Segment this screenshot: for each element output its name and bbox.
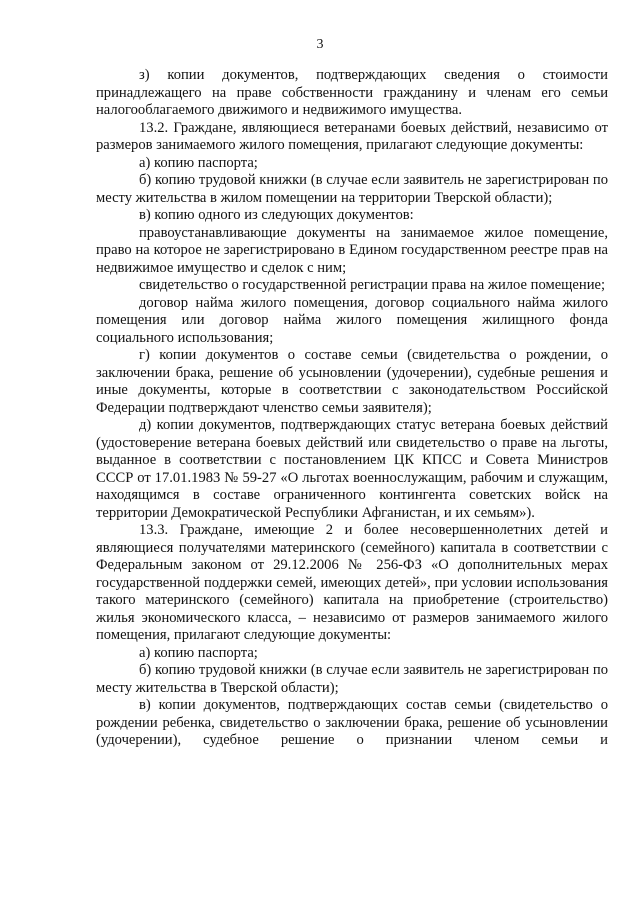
paragraph: г) копии документов о составе семьи (свидетельства о рождении, о заключении брака, решение об усыновлении (удочерении), судебные решения и иные документы, которые в соответствии с законодательством Российской Федерации подтверждают членство семьи заявителя); xyxy=(96,347,608,416)
paragraph: 13.3. Граждане, имеющие 2 и более несовершеннолетних детей и являющиеся получателями материнского (семейного) капитала в соответствии с Федеральным законом от 29.12.2006 № 256-ФЗ «О дополнительных мерах государственной поддержки семей, имеющих детей», при условии использования такого материнского (семейного) капитала на приобретение (строительство) жилья экономического класса, – независимо от размеров занимаемого жилого помещения, прилагают следующие документы: xyxy=(96,522,608,643)
paragraph: договор найма жилого помещения, договор социального найма жилого помещения или договор найма жилого помещения жилищного фонда социального использования; xyxy=(96,294,608,346)
paragraph: а) копию паспорта; xyxy=(139,644,258,661)
paragraph: а) копию паспорта; xyxy=(139,154,258,171)
paragraph: свидетельство о государственной регистрации права на жилое помещение; xyxy=(139,277,606,293)
page-number: 3 xyxy=(316,37,324,52)
paragraph: д) копии документов, подтверждающих статус ветерана боевых действий (удостоверение ветерана боевых действий или свидетельство о праве на льготы, выданное в соответствии с постановлением ЦК КПСС и Совета Министров СССР от 17.01.1983 № 59-27 «О льготах военнослужащим, рабочим и служащим, находящимся в составе ограниченного контингента советских войск на территории Демократической Республики Афганистан, и их семьям»). xyxy=(96,417,608,521)
paragraph: в) копии документов, подтверждающих состав семьи (свидетельство о рождении ребенка, свидетельство о заключении брака, решение об усыновлении (удочерении), судебное решение о признании членом семьи и xyxy=(96,697,608,748)
paragraph: в) копию одного из следующих документов: xyxy=(139,207,414,223)
paragraph: 13.2. Граждане, являющиеся ветеранами боевых действий, независимо от размеров занимаемого жилого помещения, прилагают следующие документы: xyxy=(96,119,608,153)
paragraph: з) копии документов, подтверждающих сведения о стоимости принадлежащего на праве собственности гражданину и членам его семьи налогооблагаемого движимого и недвижимого имущества. xyxy=(96,67,608,118)
paragraph: правоустанавливающие документы на занимаемое жилое помещение, право на которое не зарегистрировано в Едином государственном реестре прав на недвижимое имущество и сделок с ним; xyxy=(96,224,608,276)
paragraph: б) копию трудовой книжки (в случае если заявитель не зарегистрирован по месту жительства в жилом помещении на территории Тверской области); xyxy=(96,172,608,206)
document-body xyxy=(96,67,608,750)
paragraph: б) копию трудовой книжки (в случае если заявитель не зарегистрирован по месту жительства в Тверской области); xyxy=(96,662,608,696)
